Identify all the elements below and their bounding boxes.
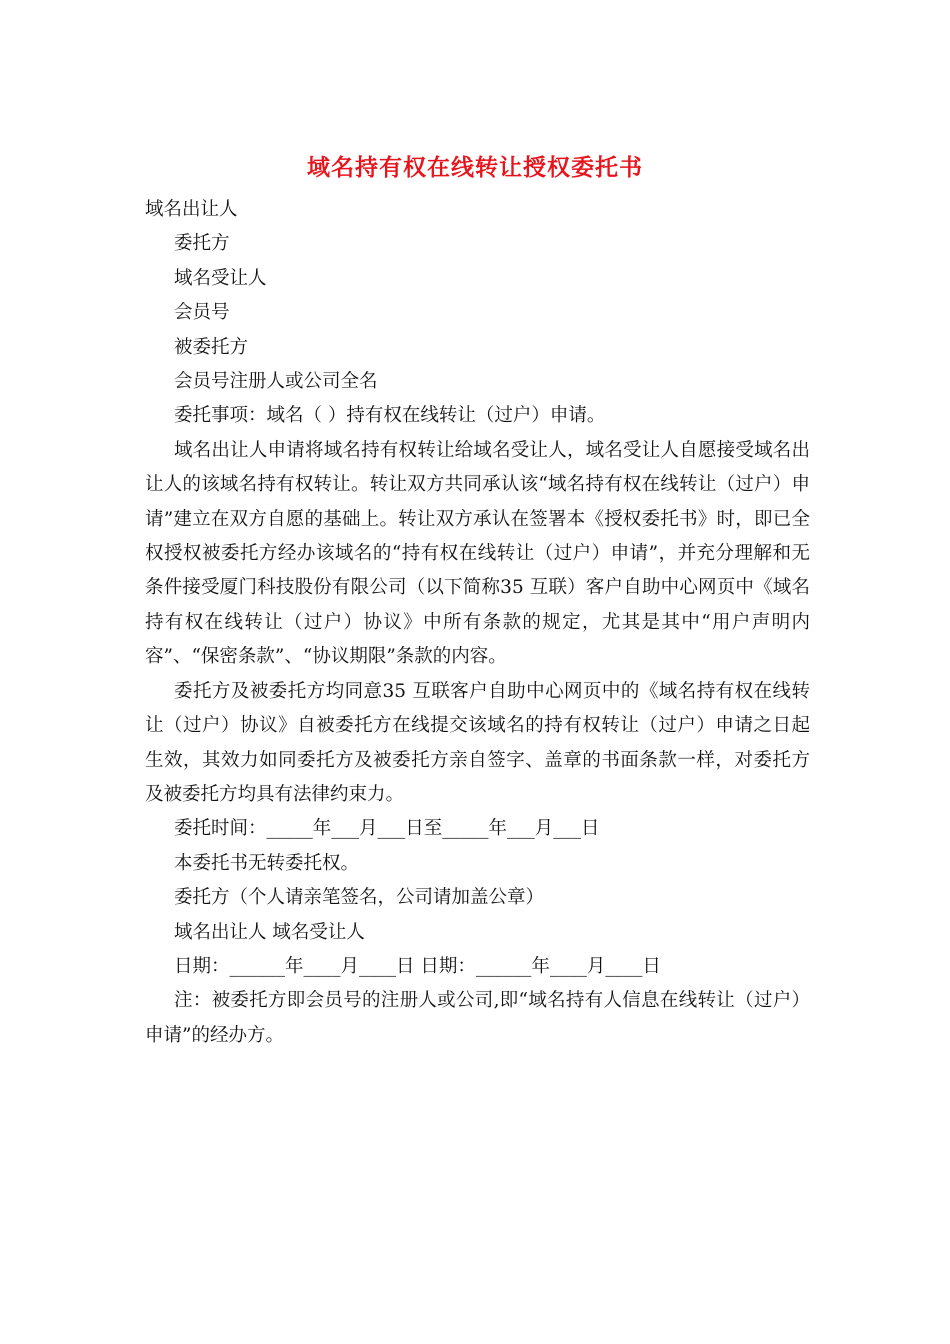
line-domain-transferor: 域名出让人 xyxy=(145,199,238,220)
line-member-registrant: 会员号注册人或公司全名 xyxy=(174,371,378,393)
line-signature-instruction: 委托方（个人请亲笔签名，公司请加盖公章） xyxy=(174,887,545,909)
paragraph-effectiveness: 委托方及被委托方均同意35 互联客户自助中心网页中的《域名持有权在线转让（过户）协议》自被委托方在线提交该域名的持有权转让（过户）申请之日起生效，其效力如同委托方及被委托方亲自签字、盖章的书面条款一样，对委托方及被委托方均具有法律约束力。 xyxy=(145,680,810,805)
line-entrusted-matter: 委托事项：域名（ ）持有权在线转让（过户）申请。 xyxy=(174,405,606,427)
line-no-sub-delegation: 本委托书无转委托权。 xyxy=(174,852,360,874)
paragraph-transfer-agreement: 域名出让人申请将域名持有权转让给域名受让人，域名受让人自愿接受域名出让人的该域名持有权转让。转让双方共同承认该“域名持有权在线转让（过户）申请”建立在双方自愿的基础上。转让双方承认在签署本《授权委托书》时，即已全权授权被委托方经办该域名的“持有权在线转让（过户）申请”，并充分理解和无条件接受厦门科技股份有限公司（以下简称35 互联）客户自助中心网页中《域名持有权在线转让（过户）协议》中所有条款的规定，尤其是其中“用户声明内容”、“保密条款”、“协议期限”条款的内容。 xyxy=(145,439,810,668)
paragraph-note: 注：被委托方即会员号的注册人或公司,即“域名持有人信息在线转让（过户）申请”的经办方。 xyxy=(145,990,810,1046)
document-body xyxy=(145,193,810,1053)
line-agent: 被委托方 xyxy=(174,336,249,358)
line-entrust-period: 委托时间：_____年___月___日至_____年___月___日 xyxy=(174,818,600,840)
document-title: 域名持有权在线转让授权委托书 xyxy=(307,154,643,181)
line-principal: 委托方 xyxy=(174,233,230,255)
line-signatories: 域名出让人 域名受让人 xyxy=(174,921,365,943)
line-domain-transferee: 域名受让人 xyxy=(174,267,267,289)
line-member-number: 会员号 xyxy=(174,302,230,324)
line-signature-dates: 日期：______年____月____日 日期：______年____月____日 xyxy=(174,955,661,977)
